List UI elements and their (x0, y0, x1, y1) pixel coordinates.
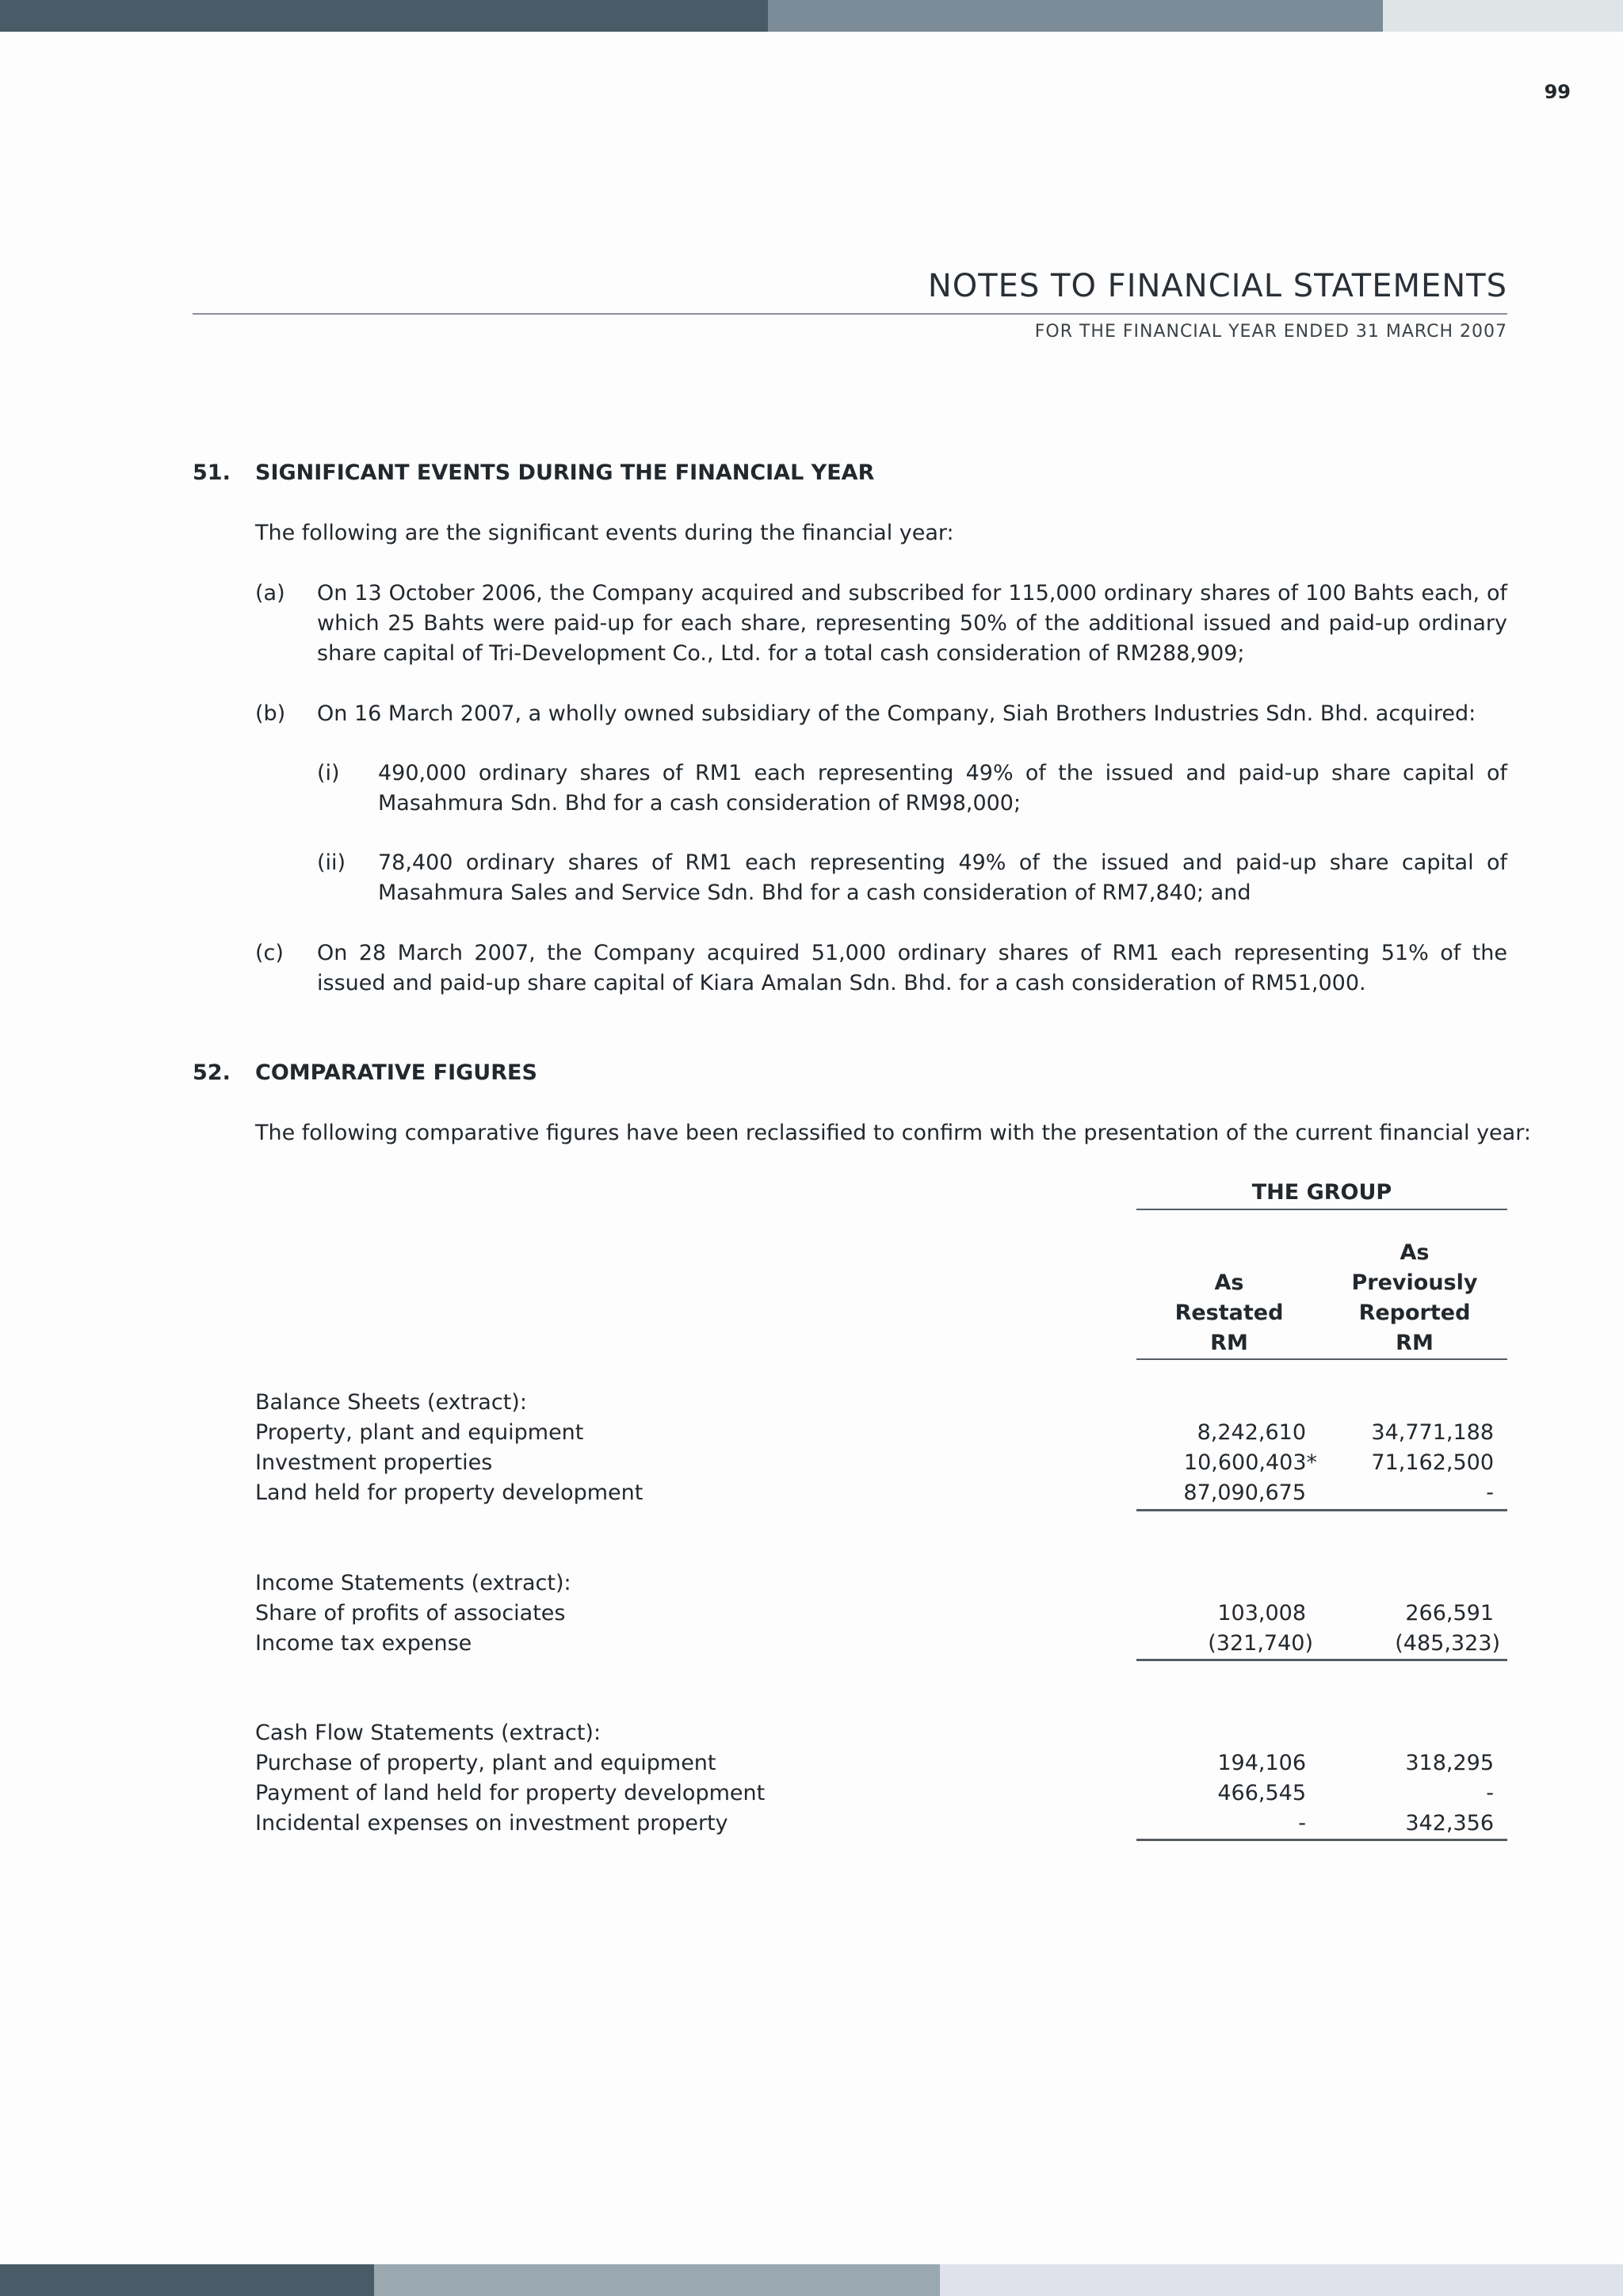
table-row-label: Land held for property development (255, 1480, 643, 1505)
table-cell-restated: 10,600,403* (1183, 1450, 1317, 1475)
bs-heading: Balance Sheets (extract): (255, 1390, 527, 1415)
item-b-label: (b) (255, 701, 286, 726)
section-51-heading: SIGNIFICANT EVENTS DURING THE FINANCIAL YEAR (255, 460, 875, 485)
col-previous-l2: Previously (1351, 1270, 1478, 1295)
header-divider (193, 313, 1507, 315)
table-row-label: Incidental expenses on investment property (255, 1811, 728, 1836)
top-bar-light (1383, 0, 1623, 32)
table-cell-previous: - (1486, 1480, 1494, 1505)
bottom-bar-light (940, 2264, 1623, 2296)
section-52-intro: The following comparative figures have been reclassified to confirm with the presentation of the current financial year: (255, 1121, 1531, 1145)
bottom-bar-mid (374, 2264, 940, 2296)
table-cell-restated: 87,090,675 (1183, 1480, 1306, 1505)
table-cell-previous: (485,323) (1395, 1631, 1500, 1656)
table-cell-previous: - (1486, 1781, 1494, 1805)
table-cell-restated: (321,740) (1208, 1631, 1313, 1656)
item-b-text: On 16 March 2007, a wholly owned subsidiary of the Company, Siah Brothers Industries Sdn. Bhd. acquired: (317, 701, 1476, 726)
table-cell-restated: 8,242,610 (1197, 1420, 1306, 1445)
section-52-heading: COMPARATIVE FIGURES (255, 1060, 537, 1085)
group-underline (1136, 1209, 1507, 1210)
page-title: NOTES TO FINANCIAL STATEMENTS (927, 268, 1507, 304)
table-row-label: Purchase of property, plant and equipment (255, 1751, 716, 1775)
group-heading: THE GROUP (1251, 1180, 1392, 1205)
col-restated-l1: As (1214, 1270, 1244, 1295)
section-51-number: 51. (193, 460, 231, 485)
cf-total-rule (1136, 1839, 1507, 1841)
col-previous-l4: RM (1396, 1331, 1434, 1355)
table-cell-previous: 266,591 (1405, 1601, 1494, 1626)
col-previous-l3: Reported (1358, 1301, 1471, 1325)
table-cell-previous: 318,295 (1405, 1751, 1494, 1775)
col-previous-l1: As (1400, 1240, 1430, 1265)
table-row-label: Property, plant and equipment (255, 1420, 584, 1445)
page-subtitle: FOR THE FINANCIAL YEAR ENDED 31 MARCH 2007 (1034, 322, 1507, 342)
table-cell-restated: 194,106 (1217, 1751, 1306, 1775)
item-c-text: On 28 March 2007, the Company acquired 51,000 ordinary shares of RM1 each representing 51% of the issued and paid-up share capital of Kiara Amalan Sdn. Bhd. for a cash consideration of RM51,000. (317, 941, 1507, 995)
table-row-label: Investment properties (255, 1450, 493, 1475)
table-row-label: Income tax expense (255, 1631, 472, 1656)
table-row-label: Payment of land held for property development (255, 1781, 766, 1805)
section-51-intro: The following are the significant events during the financial year: (255, 521, 954, 545)
top-bar-mid (768, 0, 1383, 32)
bottom-bar-dark (0, 2264, 374, 2296)
table-cell-restated: 466,545 (1217, 1781, 1306, 1805)
table-cell-previous: 71,162,500 (1371, 1450, 1494, 1475)
table-cell-previous: 34,771,188 (1371, 1420, 1494, 1445)
table-row-label: Share of profits of associates (255, 1601, 566, 1626)
item-c-label: (c) (255, 941, 284, 965)
is-total-rule (1136, 1659, 1507, 1661)
bs-total-rule (1136, 1509, 1507, 1511)
section-52-number: 52. (193, 1060, 231, 1085)
item-a-label: (a) (255, 581, 285, 606)
page-number: 99 (1544, 81, 1571, 103)
table-cell-restated: - (1298, 1811, 1306, 1836)
table-cell-previous: 342,356 (1405, 1811, 1494, 1836)
item-b-ii-text: 78,400 ordinary shares of RM1 each representing 49% of the issued and paid-up share capital of Masahmura Sales and Service Sdn. Bhd for a cash consideration of RM7,840; and (378, 850, 1507, 905)
top-bar-dark (0, 0, 768, 32)
is-heading: Income Statements (extract): (255, 1571, 571, 1595)
col-restated-l2: Restated (1174, 1301, 1284, 1325)
header-underline (1136, 1358, 1507, 1360)
item-a-text: On 13 October 2006, the Company acquired and subscribed for 115,000 ordinary shares of 100 Bahts each, of which 25 Bahts were paid-up for each share, representing 50% of the additional issued and paid-up ordinary share capital of Tri-Development Co., Ltd. for a total cash consideration of RM288,909; (317, 581, 1507, 666)
table-cell-restated: 103,008 (1217, 1601, 1306, 1626)
item-b-i-text: 490,000 ordinary shares of RM1 each representing 49% of the issued and paid-up share capital of Masahmura Sdn. Bhd for a cash consideration of RM98,000; (378, 761, 1507, 816)
col-restated-l3: RM (1210, 1331, 1248, 1355)
item-b-i-label: (i) (317, 761, 340, 785)
item-b-ii-label: (ii) (317, 850, 346, 875)
cf-heading: Cash Flow Statements (extract): (255, 1721, 601, 1745)
